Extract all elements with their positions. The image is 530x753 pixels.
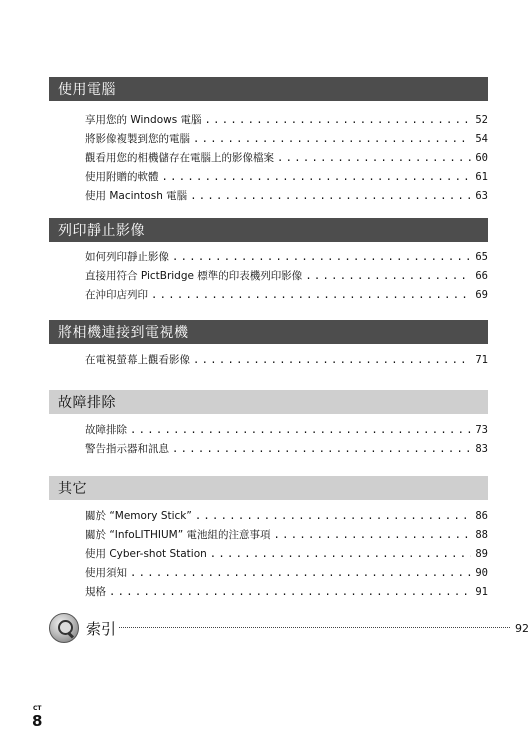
toc-entry[interactable] [85,545,488,564]
toc-entry[interactable] [85,168,488,187]
leader-dots [151,286,471,305]
toc-entry[interactable] [85,583,488,602]
toc-entry[interactable] [85,267,488,286]
leader-dots [205,111,471,130]
toc-entry[interactable] [85,564,488,583]
index-page: 92 [515,622,529,635]
toc-entry[interactable] [85,130,488,149]
toc-entry[interactable] [85,187,488,206]
entry-page: 89 [475,548,488,560]
entry-page: 90 [475,567,488,579]
entry-text: 在沖印店列印 [85,289,148,301]
entry-text: 規格 [85,586,106,598]
toc-entry[interactable] [85,111,488,130]
leader-dots [130,564,471,583]
entry-page: 88 [475,529,488,541]
entry-page: 54 [475,133,488,145]
leader-dots [162,168,472,187]
page-number: 8 [32,712,43,730]
leader-dots [172,248,471,267]
entry-page: 65 [475,251,488,263]
toc-entries [85,111,488,206]
entry-text: 觀看用您的相機儲存在電腦上的影像檔案 [85,152,274,164]
section-title: 故障排除 [49,390,488,414]
index-label: 索引 [86,620,117,638]
section-title: 將相機連接到電視機 [49,320,488,344]
entry-text: 故障排除 [85,424,127,436]
entry-text: 警告指示器和訊息 [85,443,169,455]
entry-text: 享用您的 Windows 電腦 [85,114,202,126]
entry-text: 使用 Macintosh 電腦 [85,190,188,202]
toc-entry[interactable] [85,248,488,267]
leader-dots [274,526,471,545]
section-title: 列印靜止影像 [49,218,488,242]
language-code: CT [33,705,42,712]
leader-dots [130,421,471,440]
leader-dots [195,507,471,526]
entry-page: 60 [475,152,488,164]
entry-page: 91 [475,586,488,598]
entry-text: 如何列印靜止影像 [85,251,169,263]
toc-entry[interactable] [85,440,488,459]
entry-text: 關於 “Memory Stick” [85,510,192,522]
entry-page: 83 [475,443,488,455]
entry-page: 86 [475,510,488,522]
toc-entries [85,248,488,305]
leader-dots [277,149,471,168]
toc-entries [85,507,488,602]
leader-dots [109,583,471,602]
magnifier-icon [49,613,79,643]
leader-dots [193,130,471,149]
index-entry[interactable] [49,613,529,645]
section-title: 其它 [49,476,488,500]
leader-dots [190,187,471,206]
toc-entry[interactable] [85,421,488,440]
entry-page: 69 [475,289,488,301]
leader-dots [305,267,471,286]
entry-text: 使用須知 [85,567,127,579]
entry-text: 使用附贈的軟體 [85,171,159,183]
entry-page: 61 [475,171,488,183]
toc-entries [85,421,488,459]
section-title: 使用電腦 [49,77,488,101]
entry-text: 直接用符合 PictBridge 標準的印表機列印影像 [85,270,303,282]
entry-text: 使用 Cyber-shot Station [85,548,207,560]
toc-entry[interactable] [85,526,488,545]
leader-dots [119,627,510,628]
leader-dots [193,351,471,370]
leader-dots [172,440,471,459]
entry-page: 52 [475,114,488,126]
entry-text: 將影像複製到您的電腦 [85,133,190,145]
toc-entry[interactable] [85,286,488,305]
entry-page: 63 [475,190,488,202]
entry-text: 在電視螢幕上觀看影像 [85,354,190,366]
toc-entries [85,351,488,370]
entry-text: 關於 “InfoLITHIUM” 電池組的注意事項 [85,529,271,541]
entry-page: 66 [475,270,488,282]
toc-entry[interactable] [85,149,488,168]
toc-entry[interactable] [85,351,488,370]
leader-dots [210,545,471,564]
entry-page: 73 [475,424,488,436]
toc-entry[interactable] [85,507,488,526]
entry-page: 71 [475,354,488,366]
